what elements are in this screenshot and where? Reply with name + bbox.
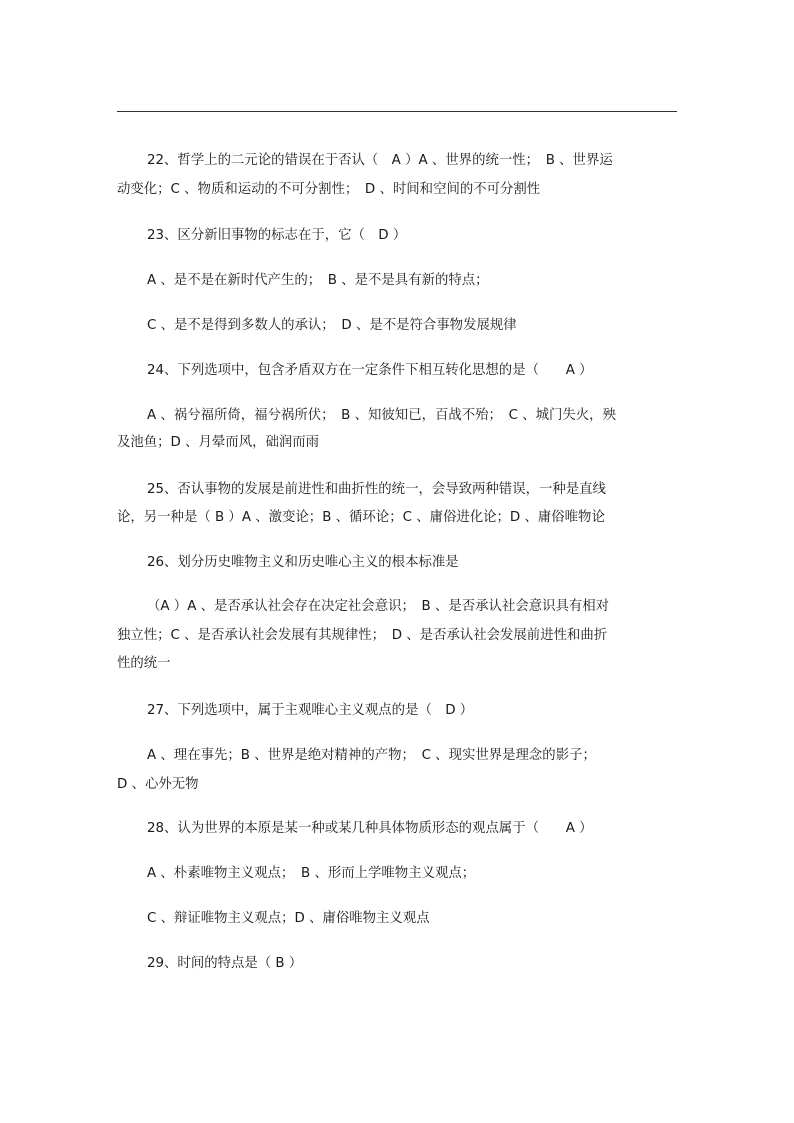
question-23-stem: 23、区分新旧事物的标志在于，它（ D ） [147,228,407,243]
question-28-options-ab: A 、朴素唯物主义观点； B 、形而上学唯物主义观点； [147,866,476,881]
header-rule [117,111,677,112]
question-23-options-ab: A 、是不是在新时代产生的； B 、是不是具有新的特点； [147,273,489,288]
question-26-stem: 26、划分历史唯物主义和历史唯心主义的根本标准是 [147,555,459,570]
question-26-options-line-2: 独立性；C 、是否承认社会发展有其规律性； D 、是否承认社会发展前进性和曲折 [117,628,608,643]
question-22-line-2: 动变化；C 、物质和运动的不可分割性； D 、时间和空间的不可分割性 [117,182,541,197]
question-25-line-1: 25、否认事物的发展是前进性和曲折性的统一，会导致两种错误，一种是直线 [147,482,606,497]
question-29-stem: 29、时间的特点是（ B ） [147,956,303,971]
question-23-options-cd: C 、是不是得到多数人的承认； D 、是不是符合事物发展规律 [147,318,517,333]
question-22-line-1: 22、哲学上的二元论的错误在于否认（ A ）A 、世界的统一性； B 、世界运 [147,153,613,168]
question-24-options-line-2: 及池鱼；D 、月晕而风，础润而雨 [117,435,320,450]
question-28-options-cd: C 、辩证唯物主义观点；D 、庸俗唯物主义观点 [147,911,430,926]
question-27-options-line-2: D 、心外无物 [117,777,199,792]
question-27-stem: 27、下列选项中，属于主观唯心主义观点的是（ D ） [147,703,474,718]
question-28-stem: 28、认为世界的本原是某一种或某几种具体物质形态的观点属于（ A ） [147,821,593,836]
question-25-line-2: 论，另一种是（ B ）A 、激变论；B 、循环论；C 、庸俗进化论；D 、庸俗唯物论 [117,510,605,525]
question-27-options-line-1: A 、理在事先；B 、世界是绝对精神的产物； C 、现实世界是理念的影子； [147,748,596,763]
question-26-options-line-3: 性的统一 [117,656,171,671]
question-24-stem: 24、下列选项中，包含矛盾双方在一定条件下相互转化思想的是（ A ） [147,363,593,378]
question-24-options-line-1: A 、祸兮福所倚，福兮祸所伏； B 、知彼知已，百战不殆； C 、城门失火，殃 [147,408,616,423]
question-26-options-line-1: （A ）A 、是否承认社会存在决定社会意识； B 、是否承认社会意识具有相对 [147,599,610,614]
